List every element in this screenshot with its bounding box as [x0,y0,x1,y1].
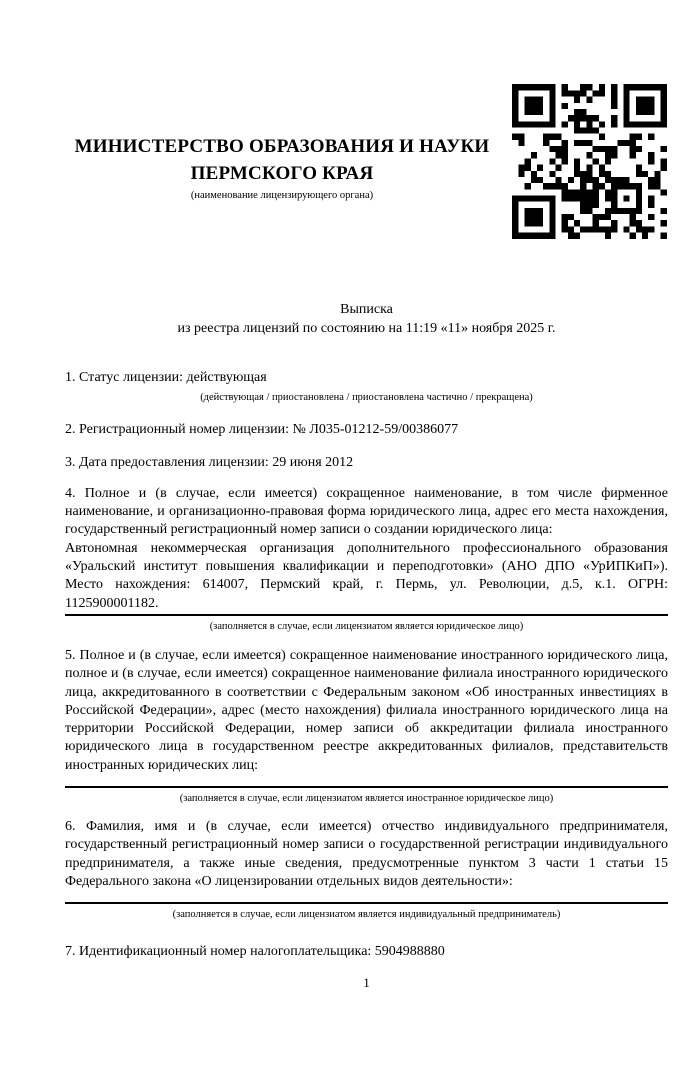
item-taxpayer-number [65,943,668,961]
item-registration-number [65,421,668,439]
taxpayer-number-text: 7. Идентификационный номер налогоплательщика: 5904988880 [65,944,445,960]
individual-entrepreneur-caption: (заполняется в случае, если лицензиатом является индивидуальный предприниматель) [172,909,561,921]
license-extract-page [0,83,700,1072]
document-title-line1: Выписка [340,302,393,317]
legal-entity-caption: (заполняется в случае, если лицензиатом является юридическое лицо) [209,620,524,632]
item-license-status [65,369,668,404]
item-individual-entrepreneur [65,818,668,921]
ministry-name-line2: ПЕРМСКОГО КРАЯ [190,163,374,184]
page-number: 1 [363,974,370,990]
qr-code-icon [511,83,668,240]
legal-entity-value: Автономная некоммерческая организация дополнительного профессионального образования «Уральский институт повышения квалификации и переподготовки» (АНО ДПО «УрИПКиП»). Место нахождения: 614007, Пермский край, г. Пермь, ул. Революции, д.5, к.1. ОГРН: 1125900001182. [65,540,668,616]
legal-entity-label: 4. Полное и (в случае, если имеется) сокращенное наименование, в том числе фирменное наименование, и организационно-правовая форма юридического лица, адрес его места нахождения, государственный регистрационный номер записи о создании юридического лица: [65,485,668,538]
document-title [65,301,668,338]
registration-number-text: 2. Регистрационный номер лицензии: № Л035-01212-59/00386077 [65,422,459,438]
document-header [65,83,668,240]
individual-entrepreneur-blank-line [65,891,668,904]
document-title-line2: из реестра лицензий по состоянию на 11:19 «11» ноября 2025 г. [177,320,556,336]
license-grant-date-text: 3. Дата предоставления лицензии: 29 июня 2012 [65,454,354,470]
item-legal-entity [65,485,668,633]
licensing-authority-name [65,133,499,187]
licensing-authority-block [65,83,511,203]
item-license-grant-date [65,454,668,472]
item-foreign-entity [65,647,668,805]
individual-entrepreneur-label: 6. Фамилия, имя и (в случае, если имеется) отчество индивидуального предпринимателя, государственный регистрационный номер записи о государственной регистрации индивидуального предпринимателя, а также иные сведения, предусмотренные пунктом 3 части 1 статьи 15 Федерального закона «О лицензировании отдельных видов деятельности»: [65,819,668,889]
foreign-entity-label: 5. Полное и (в случае, если имеется) сокращенное наименование иностранного юридического лица, полное и (в случае, если имеется) сокращенное наименование филиала иностранного юридического лица, аккредитованного в соответствии с Федеральным законом «Об иностранных инвестициях в Российской Федерации», адрес (место нахождения) филиала иностранного юридического лица на территории Российской Федерации, номер записи об аккредитации филиала иностранного юридического лица в государственном реестре аккредитованных филиалов, представительств иностранных юридических лиц: [65,647,668,773]
authority-caption: (наименование лицензирующего органа) [190,190,374,201]
foreign-entity-caption: (заполняется в случае, если лицензиатом является иностранное юридическое лицо) [179,793,554,805]
ministry-name-line1: МИНИСТЕРСТВО ОБРАЗОВАНИЯ И НАУКИ [74,136,490,157]
license-status-text: 1. Статус лицензии: действующая [65,370,267,385]
license-status-options-caption: (действующая / приостановлена / приостановлена частично / прекращена) [200,392,533,404]
foreign-entity-blank-line [65,775,668,788]
